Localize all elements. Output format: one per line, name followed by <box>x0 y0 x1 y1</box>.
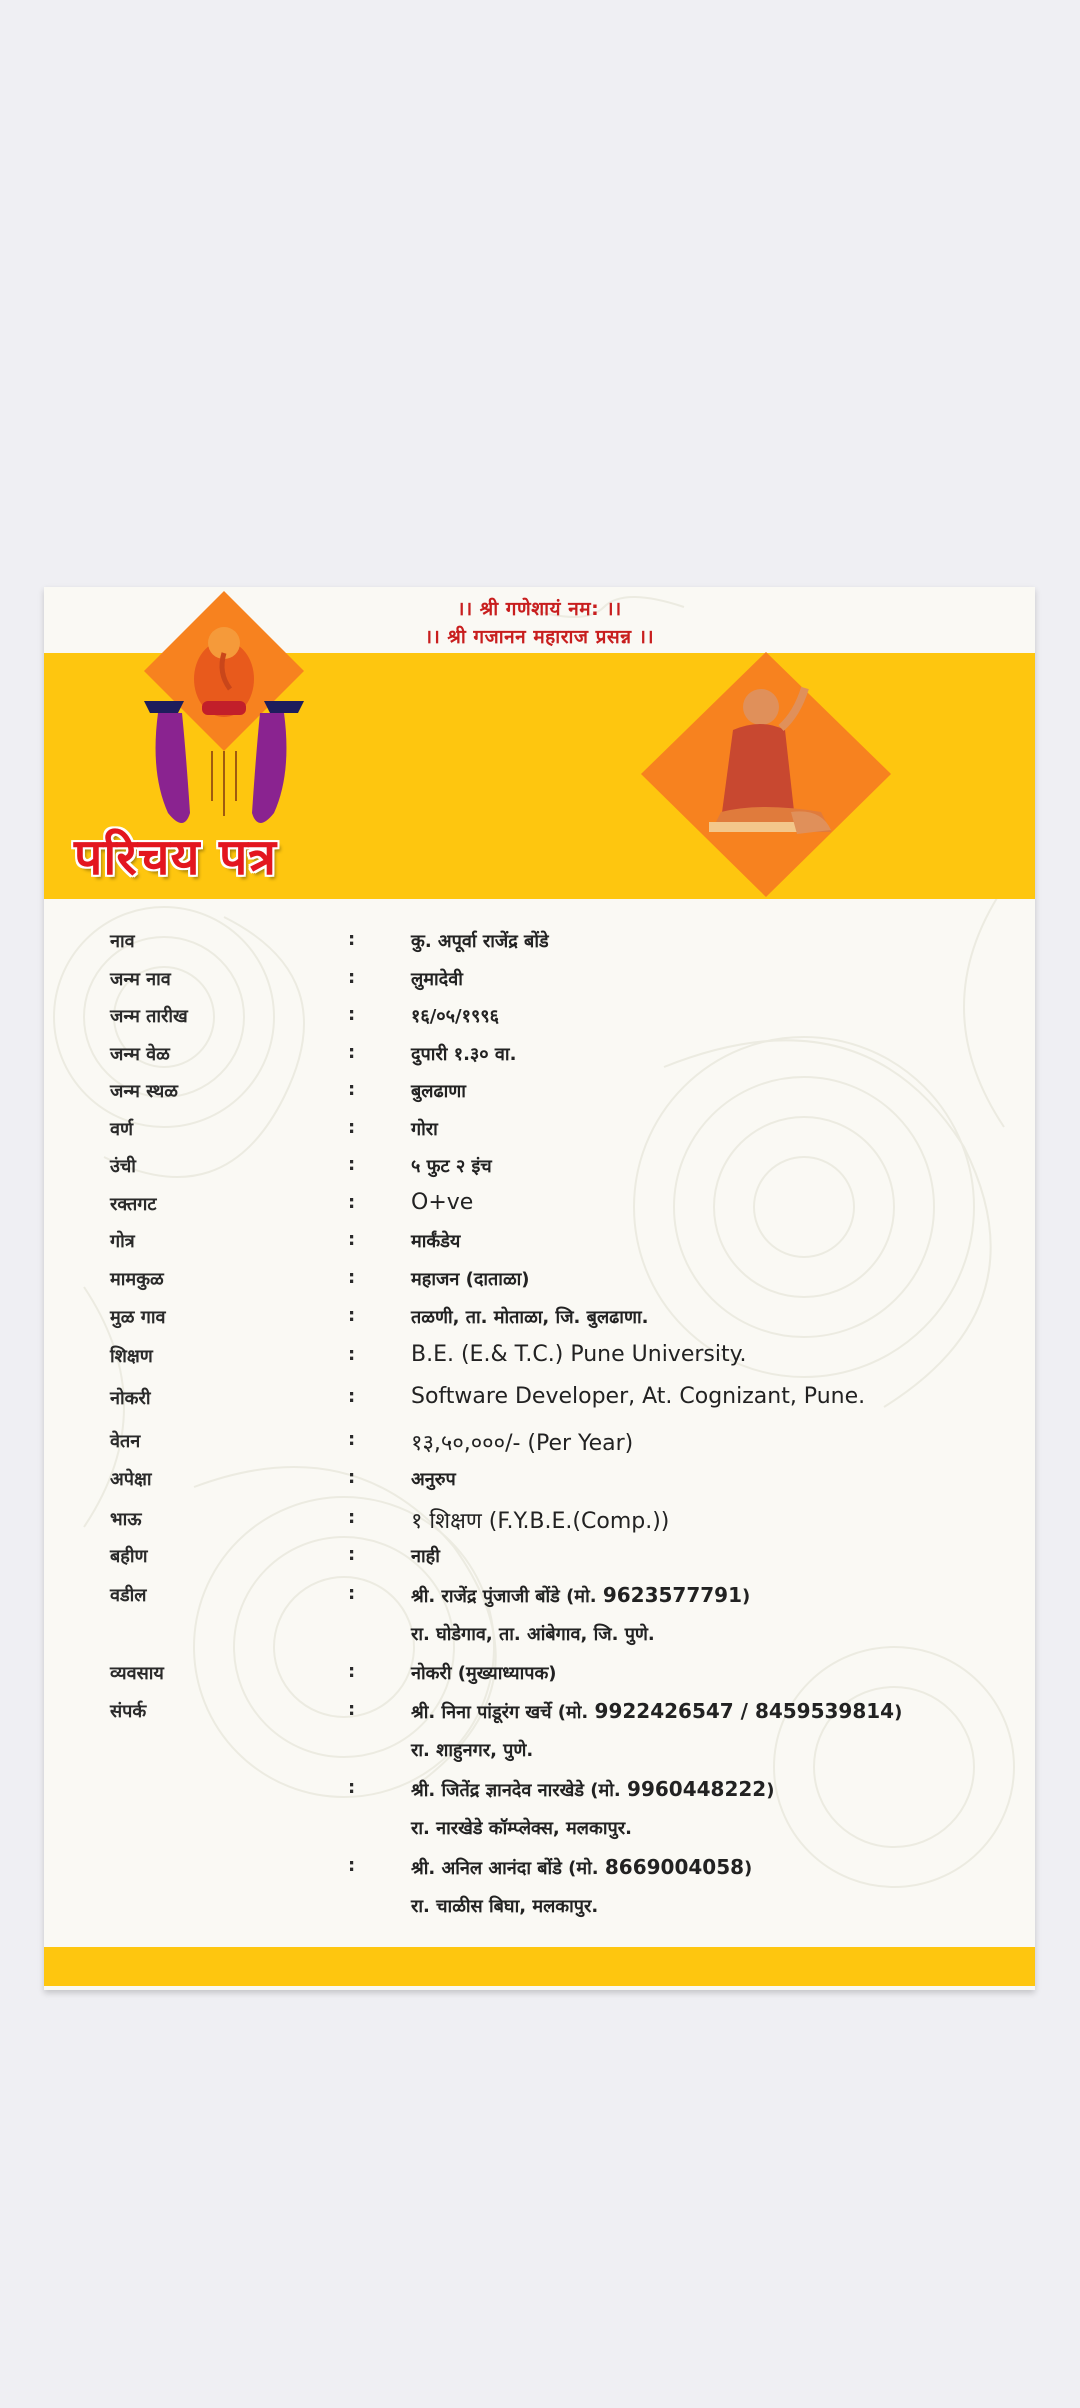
detail-row <box>44 1154 1035 1190</box>
detail-value <box>411 1583 750 1608</box>
invocation-line-1: ।। श्री गणेशायं नम: ।। <box>457 598 622 620</box>
detail-colon: : <box>348 1042 356 1063</box>
detail-value <box>411 1699 902 1724</box>
detail-colon: : <box>348 1699 356 1720</box>
detail-row <box>44 1622 1035 1658</box>
detail-colon: : <box>348 1004 356 1025</box>
detail-value: १६/०५/१९९६ <box>411 1006 500 1027</box>
detail-row <box>44 1816 1035 1852</box>
contact-close: ) <box>894 1702 903 1723</box>
detail-value: तळणी, ता. मोताळा, जि. बुलढाणा. <box>411 1307 649 1328</box>
detail-colon: : <box>348 1079 356 1100</box>
detail-value: १ शिक्षण (F.Y.B.E.(Comp.)) <box>411 1509 670 1534</box>
detail-label: नोकरी <box>110 1388 151 1409</box>
detail-label: बहीण <box>110 1546 148 1567</box>
detail-value: नाही <box>411 1546 440 1567</box>
detail-address: रा. चाळीस बिघा, मलकापुर. <box>411 1896 599 1917</box>
phone-number[interactable]: 9960448222 <box>627 1777 767 1801</box>
detail-label: वडील <box>110 1585 147 1606</box>
detail-colon: : <box>348 1507 356 1528</box>
detail-label: जन्म वेळ <box>110 1044 170 1065</box>
detail-address: रा. घोडेगाव, ता. आंबेगाव, जि. पुणे. <box>411 1624 655 1645</box>
contact-name: श्री. निना पांडूरंग खर्चे (मो. <box>411 1702 595 1723</box>
detail-label: गोत्र <box>110 1231 135 1252</box>
contact-close: ) <box>742 1586 751 1607</box>
detail-value: ५ फुट २ इंच <box>411 1156 492 1177</box>
detail-label: अपेक्षा <box>110 1469 152 1490</box>
detail-label: जन्म नाव <box>110 969 171 990</box>
detail-row <box>44 1738 1035 1774</box>
contact-name: श्री. अनिल आनंदा बोंडे (मो. <box>411 1858 605 1879</box>
detail-label: रक्तगट <box>110 1194 157 1215</box>
detail-row <box>44 1305 1035 1341</box>
detail-value: लुमादेवी <box>411 969 463 990</box>
detail-value: B.E. (E.& T.C.) Pune University. <box>411 1342 747 1367</box>
detail-row <box>44 1429 1035 1465</box>
detail-value: Software Developer, At. Cognizant, Pune. <box>411 1384 866 1409</box>
contact-close: ) <box>744 1858 753 1879</box>
detail-row <box>44 1042 1035 1078</box>
page-title: परिचय पत्र <box>74 827 277 886</box>
detail-row <box>44 1079 1035 1115</box>
detail-row <box>44 1544 1035 1580</box>
detail-colon: : <box>348 1117 356 1138</box>
detail-row <box>44 1699 1035 1735</box>
detail-row <box>44 1267 1035 1303</box>
detail-row <box>44 929 1035 965</box>
detail-colon: : <box>348 1544 356 1565</box>
detail-row <box>44 1855 1035 1891</box>
detail-value: O+ve <box>411 1190 474 1215</box>
detail-row <box>44 1344 1035 1380</box>
detail-value: अनुरुप <box>411 1469 456 1490</box>
detail-label: नाव <box>110 931 135 952</box>
detail-label: शिक्षण <box>110 1346 153 1367</box>
detail-value: नोकरी (मुख्याध्यापक) <box>411 1663 557 1684</box>
detail-row <box>44 1467 1035 1503</box>
detail-row <box>44 1894 1035 1930</box>
gajanan-maharaj-image <box>641 652 891 897</box>
detail-row <box>44 1192 1035 1228</box>
detail-colon: : <box>348 929 356 950</box>
detail-value: १३,५०,०००/- (Per Year) <box>411 1431 634 1456</box>
detail-value: बुलढाणा <box>411 1081 466 1102</box>
phone-number[interactable]: 9623577791 <box>602 1583 743 1607</box>
detail-value: गोरा <box>411 1119 438 1140</box>
detail-address: रा. शाहुनगर, पुणे. <box>411 1740 534 1761</box>
detail-label: भाऊ <box>110 1509 142 1530</box>
phone-number[interactable]: 8669004058 <box>604 1855 745 1879</box>
detail-row <box>44 1507 1035 1543</box>
detail-colon: : <box>348 1386 356 1407</box>
footer-strip <box>44 1947 1035 1986</box>
detail-colon: : <box>348 1855 356 1876</box>
detail-row <box>44 1229 1035 1265</box>
detail-colon: : <box>348 1344 356 1365</box>
invocation-line-2: ।। श्री गजानन महाराज प्रसन्न ।। <box>424 626 655 648</box>
detail-colon: : <box>348 1229 356 1250</box>
detail-row <box>44 1004 1035 1040</box>
detail-colon: : <box>348 1661 356 1682</box>
detail-label: उंची <box>110 1156 136 1177</box>
detail-label: जन्म तारीख <box>110 1006 188 1027</box>
detail-colon: : <box>348 1267 356 1288</box>
detail-label: जन्म स्थळ <box>110 1081 178 1102</box>
detail-value: मार्कंडेय <box>411 1231 461 1252</box>
detail-value <box>411 1855 752 1880</box>
detail-value: कु. अपूर्वा राजेंद्र बोंडे <box>411 931 549 952</box>
detail-colon: : <box>348 967 356 988</box>
detail-label: संपर्क <box>110 1701 147 1722</box>
detail-row <box>44 1386 1035 1422</box>
detail-row <box>44 1583 1035 1619</box>
ganesh-image <box>134 591 324 829</box>
detail-colon: : <box>348 1305 356 1326</box>
detail-colon: : <box>348 1154 356 1175</box>
detail-label: वर्ण <box>110 1119 134 1140</box>
detail-value <box>411 1777 774 1802</box>
contact-name: श्री. राजेंद्र पुंजाजी बोंडे (मो. <box>411 1586 603 1607</box>
detail-row <box>44 1117 1035 1153</box>
detail-address: रा. नारखेडे कॉम्प्लेक्स, मलकापुर. <box>411 1818 632 1839</box>
detail-label: व्यवसाय <box>110 1663 164 1684</box>
detail-value: दुपारी १.३० वा. <box>411 1044 517 1065</box>
contact-close: ) <box>766 1780 775 1801</box>
detail-row <box>44 967 1035 1003</box>
detail-colon: : <box>348 1192 356 1213</box>
biodata-card <box>44 587 1035 1990</box>
detail-colon: : <box>348 1583 356 1604</box>
detail-row <box>44 1661 1035 1697</box>
phone-number[interactable]: 9922426547 / 8459539814 <box>594 1699 895 1723</box>
detail-label: मामकुळ <box>110 1269 164 1290</box>
detail-row <box>44 1777 1035 1813</box>
detail-colon: : <box>348 1777 356 1798</box>
detail-label: मुळ गाव <box>110 1307 166 1328</box>
detail-label: वेतन <box>110 1431 141 1452</box>
contact-name: श्री. जितेंद्र ज्ञानदेव नारखेडे (मो. <box>411 1780 628 1801</box>
detail-colon: : <box>348 1429 356 1450</box>
detail-value: महाजन (दाताळा) <box>411 1269 530 1290</box>
detail-colon: : <box>348 1467 356 1488</box>
